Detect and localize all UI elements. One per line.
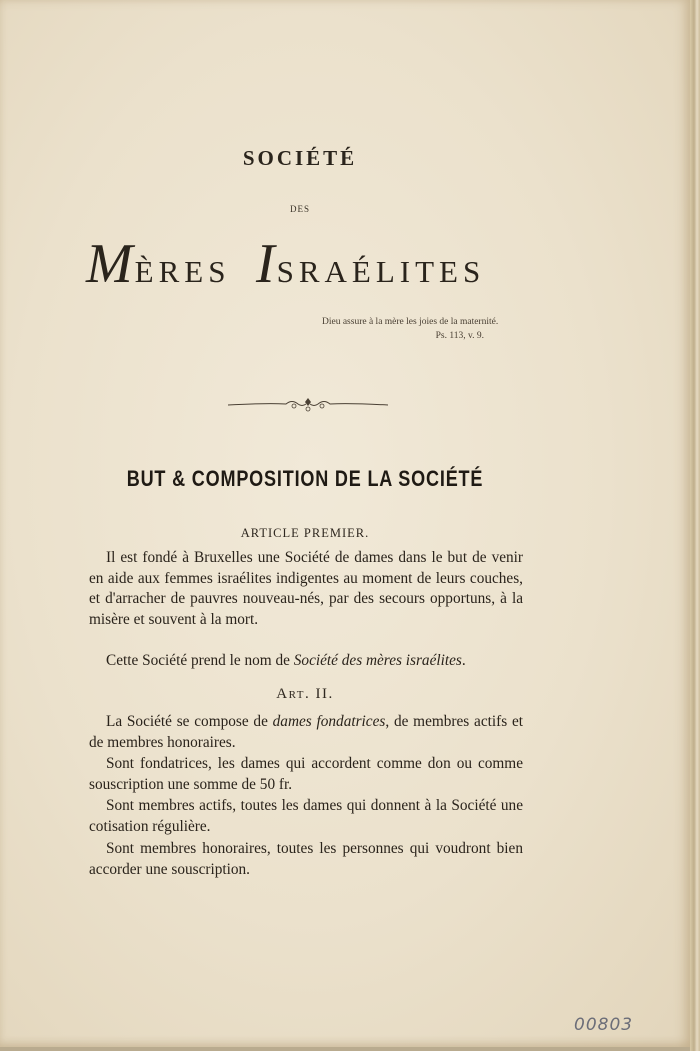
article-2-paragraph-2 [89, 754, 523, 795]
title-cap-m: M [86, 233, 135, 295]
society-name: Société des mères israélites [293, 652, 462, 669]
article-2-title-text: Art. II. [276, 686, 334, 702]
article-2-text-1a: La Société se compose de [106, 713, 273, 730]
title-rest-meres: ÈRES [134, 254, 231, 289]
article-2-text-1b: , de membres actifs et de membres honoraires. [89, 713, 523, 751]
dames-fondatrices: dames fondatrices [272, 713, 386, 730]
article-2-text-2: Sont fondatrices, les dames qui accordent comme don ou comme souscription une somme de 50 fr. [89, 755, 523, 793]
article-1-paragraph-1 [89, 548, 523, 630]
article-2-text-3: Sont membres actifs, toutes les dames qui donnent à la Société une cotisation régulière. [89, 797, 523, 835]
article-2-paragraph-1 [89, 712, 523, 753]
title-societe: SOCIÉTÉ [242, 146, 358, 170]
article-2-paragraph-4 [89, 839, 523, 880]
article-1-title: ARTICLE PREMIER. [240, 526, 370, 540]
title-rest-israelites: SRAÉLITES [276, 254, 486, 289]
article-1-text-2b: . [461, 652, 466, 669]
epigraph-reference: Ps. 113, v. 9. [435, 331, 484, 341]
title-cap-i: I [255, 233, 277, 295]
scroll-ornament-icon [226, 396, 390, 414]
epigraph [322, 317, 512, 342]
article-2-title [0, 686, 610, 703]
page-edge [690, 0, 700, 1051]
archive-stamp-number: 00803 [574, 1015, 634, 1035]
title-des: DES [289, 204, 310, 214]
article-1-text-2a: Cette Société prend le nom de [106, 652, 294, 669]
article-1-paragraph-2 [89, 651, 523, 672]
article-1-text-1: Il est fondé à Bruxelles une Société de dames dans le but de venir en aide aux femmes israélites indigentes au moment de leurs couches, et d'arracher de pauvres nouveau-nés, par des secours opportuns, à la misère et souvent à la mort. [89, 549, 523, 628]
article-2-text-4: Sont membres honoraires, toutes les personnes qui voudront bien accorder une souscription. [89, 840, 523, 878]
section-heading: BUT & COMPOSITION DE LA SOCIÉTÉ [126, 466, 484, 491]
title-meres-israelites [86, 233, 546, 295]
article-2-paragraph-3 [89, 796, 523, 837]
epigraph-text: Dieu assure à la mère les joies de la maternité. [322, 317, 499, 327]
